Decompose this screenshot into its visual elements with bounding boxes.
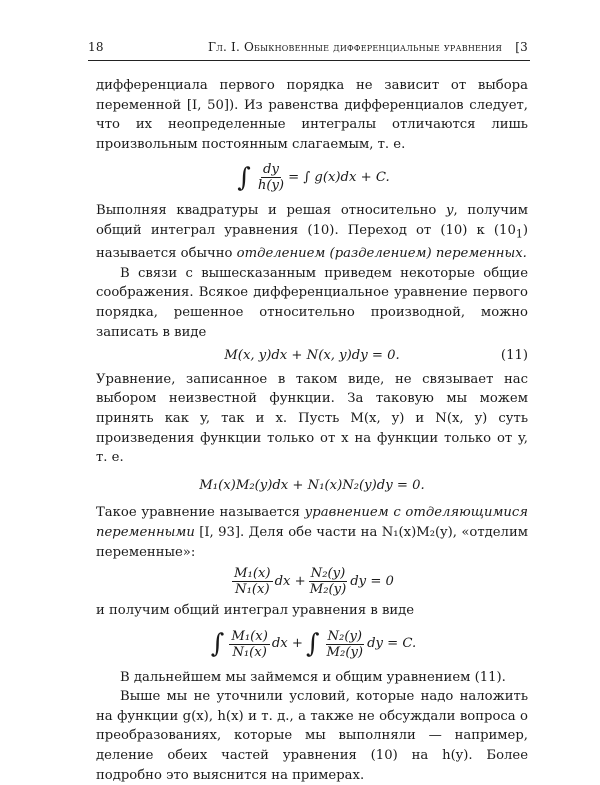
equation-operator: dx +	[271, 636, 303, 652]
subscript: 1	[515, 227, 523, 241]
fraction-denominator: N₁(x)	[232, 644, 267, 660]
equation-text: M(x, y)dx + N(x, y)dy = 0.	[224, 348, 400, 364]
integral-sign: ∫	[237, 162, 251, 193]
section-marker: [3	[515, 40, 528, 54]
header-rule	[88, 60, 530, 61]
paragraph-8: Выше мы не уточнили условий, которые надо наложить на функции g(x), h(x) и т. д., а также не обсуждали вопроса о преобразованиях, которые мы выполняли — например, деление обеих частей уравнения (10) на h(y). Более подробно это выяснится на примерах.	[96, 689, 528, 783]
equation-11	[96, 346, 528, 366]
emphasis-term: отделением (разделением) переменных.	[236, 246, 527, 262]
fraction-numerator: M₁(x)	[231, 628, 268, 644]
integral-sign: ∫	[210, 629, 225, 660]
fraction-denominator: M₂(y)	[309, 582, 347, 598]
equation-rhs: = ∫ g(x)dx + C.	[288, 170, 390, 186]
equation-tail: dy = C.	[367, 636, 417, 652]
fraction-denominator: M₂(y)	[326, 644, 364, 660]
fraction-numerator: N₂(y)	[327, 628, 363, 644]
equation-tail: dy = 0	[350, 573, 394, 589]
page-number: 18	[88, 40, 104, 54]
paragraph-3: В связи с вышесказанным приведем некоторые общие соображения. Всякое дифференциальное уравнение первого порядка, решенное относительно производной, можно записать в виде	[96, 265, 528, 340]
equation-label: (11)	[500, 348, 528, 364]
equation-general-integral	[96, 629, 528, 660]
variable: y	[446, 203, 454, 219]
text-run: Такое уравнение называется	[96, 505, 305, 521]
paragraph-5	[96, 503, 528, 562]
equation-text: M₁(x)M₂(y)dx + N₁(x)N₂(y)dy = 0.	[199, 477, 425, 493]
paragraph-2	[96, 201, 528, 263]
fraction	[229, 629, 270, 660]
running-header	[88, 40, 528, 58]
text-run: [I, 93]. Деля обе части на N₁(x)M₂(y), «отделим переменные»:	[96, 524, 528, 560]
emphasis-term: уравнением с отделяющимися переменными	[96, 505, 528, 540]
fraction	[308, 566, 349, 597]
equation-separable	[96, 476, 528, 496]
fraction-numerator: M₁(x)	[234, 566, 271, 582]
equation-operator: dx +	[274, 573, 306, 589]
fraction-denominator: h(y)	[257, 178, 285, 194]
fraction-denominator: N₁(x)	[235, 582, 270, 598]
page-body	[96, 76, 528, 785]
paragraph-4: Уравнение, записанное в таком виде, не связывает нас выбором неизвестной функции. За таковую мы можем принять как y, так и x. Пусть M(x, y) и N(x, y) суть произведения функции только от x на функции только от y, т. е.	[96, 371, 528, 466]
running-title: Гл. I. Обыкновенные дифференциальные уравнения	[208, 40, 503, 54]
fraction-numerator: dy	[263, 162, 279, 178]
paragraph-1: дифференциала первого порядка не зависит от выбора переменной [I, 50]). Из равенства дифференциалов следует, что их неопределенные интегралы отличаются лишь произвольным постоянным слагаемым, т. е.	[96, 78, 528, 152]
paragraph-7: В дальнейшем мы займемся и общим уравнением (11).	[120, 669, 506, 685]
fraction	[256, 162, 286, 193]
fraction	[232, 566, 273, 597]
paragraph-6: и получим общий интеграл уравнения в виде	[96, 603, 415, 619]
integral-sign: ∫	[305, 629, 320, 660]
fraction	[325, 629, 366, 660]
text-run: , получим общий интеграл уравнения (10). Переход от (10) к (10	[96, 203, 528, 238]
text-run: Выполняя квадратуры и решая относительно	[96, 203, 447, 219]
fraction-numerator: N₂(y)	[310, 566, 346, 582]
text-run: ) называется обычно	[96, 222, 528, 262]
equation-integral-separation	[96, 162, 528, 193]
equation-separated	[96, 566, 528, 597]
